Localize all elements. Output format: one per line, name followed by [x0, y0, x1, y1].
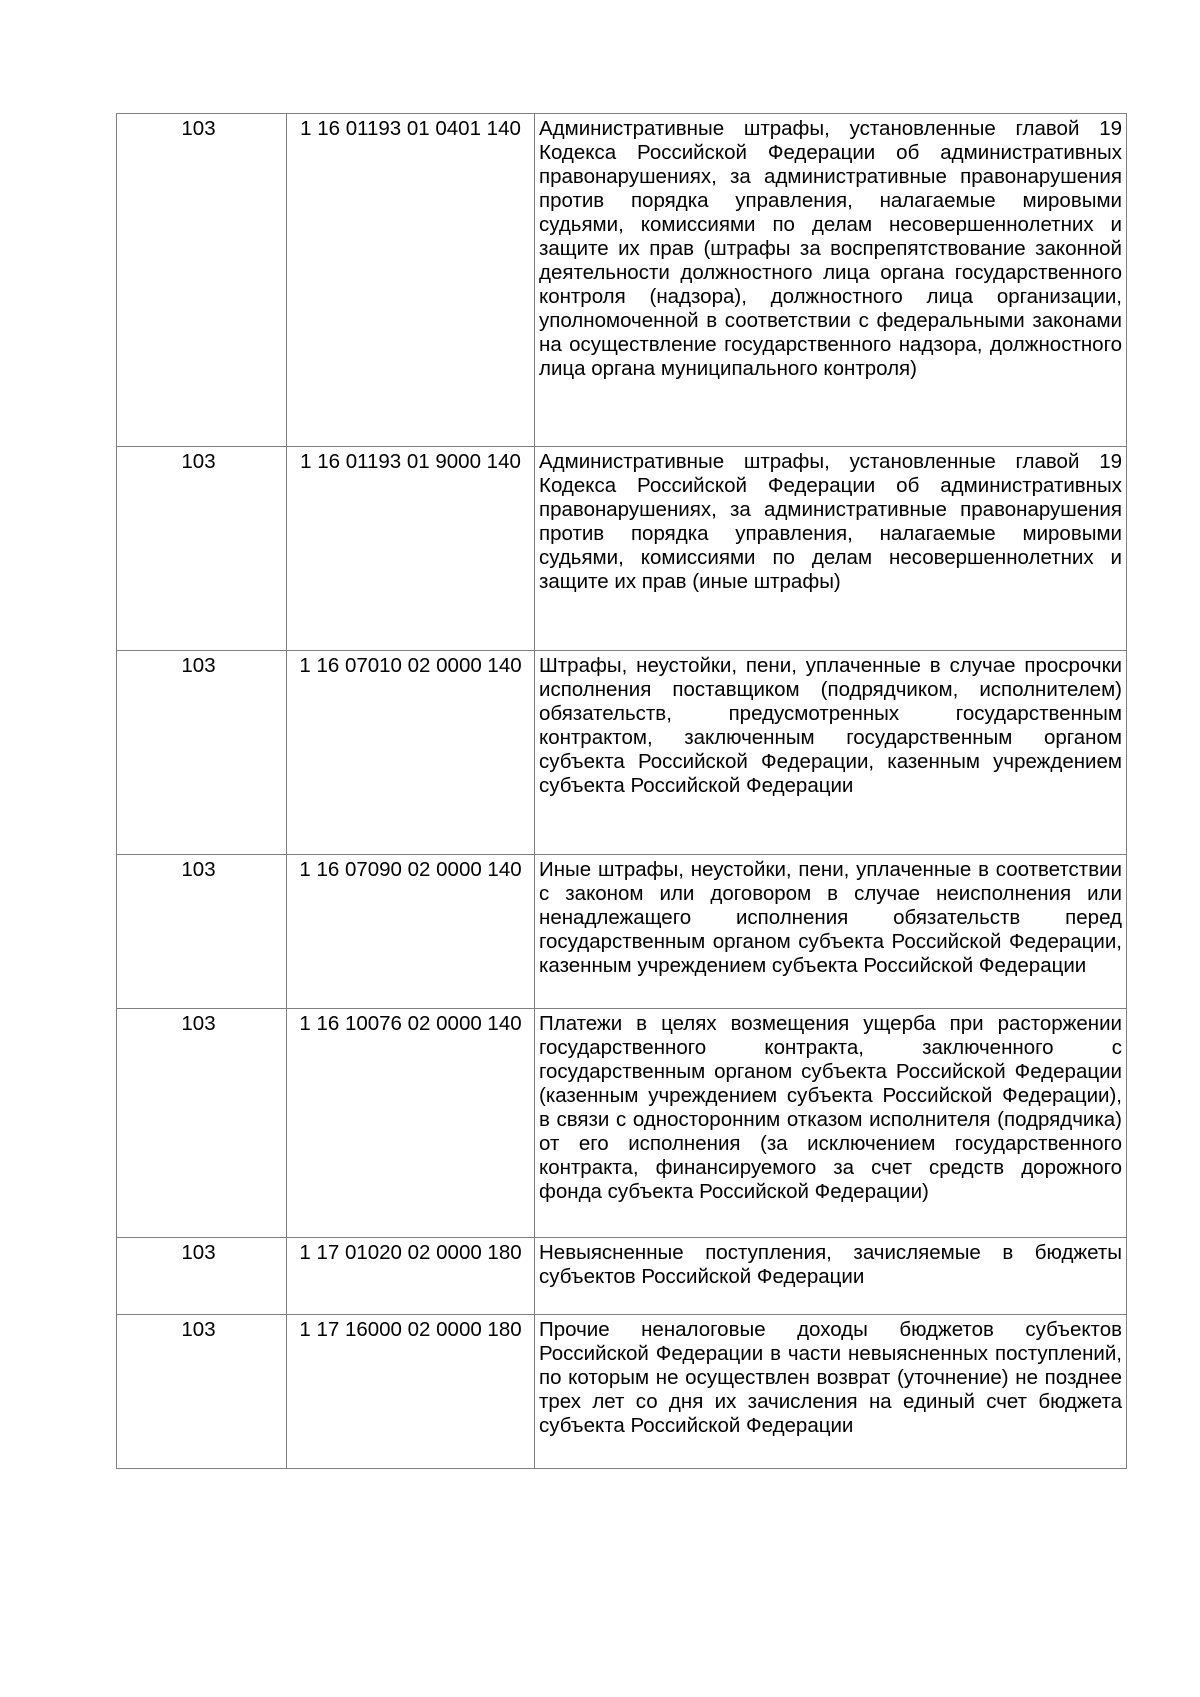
admin-code-cell: 103: [117, 114, 287, 447]
description-cell: Невыясненные поступления, зачисляемые в бюджеты субъектов Российской Федерации: [535, 1238, 1127, 1315]
admin-code-cell: 103: [117, 1315, 287, 1469]
table-row: [117, 447, 1127, 651]
revenue-code-cell: 1 16 01193 01 9000 140: [287, 447, 535, 651]
description-cell: Платежи в целях возмещения ущерба при расторжении государственного контракта, заключенного с государственным органом субъекта Российской Федерации (казенным учреждением субъекта Российской Федерации), в связи с односторонним отказом исполнителя (подрядчика) от его исполнения (за исключением государственного контракта, финансируемого за счет средств дорожного фонда субъекта Российской Федерации): [535, 1009, 1127, 1238]
table-row: [117, 1315, 1127, 1469]
description-cell: Иные штрафы, неустойки, пени, уплаченные в соответствии с законом или договором в случае неисполнения или ненадлежащего исполнения обязательств перед государственным органом субъекта Российской Федерации, казенным учреждением субъекта Российской Федерации: [535, 855, 1127, 1009]
table-row: [117, 855, 1127, 1009]
revenue-codes-table: [116, 113, 1127, 1469]
table-row: [117, 1238, 1127, 1315]
description-cell: Прочие неналоговые доходы бюджетов субъектов Российской Федерации в части невыясненных поступлений, по которым не осуществлен возврат (уточнение) не позднее трех лет со дня их зачисления на единый счет бюджета субъекта Российской Федерации: [535, 1315, 1127, 1469]
admin-code-cell: 103: [117, 1009, 287, 1238]
admin-code-cell: 103: [117, 855, 287, 1009]
revenue-code-cell: 1 16 07090 02 0000 140: [287, 855, 535, 1009]
table-row: [117, 114, 1127, 447]
admin-code-cell: 103: [117, 651, 287, 855]
description-cell: Административные штрафы, установленные главой 19 Кодекса Российской Федерации об административных правонарушениях, за административные правонарушения против порядка управления, налагаемые мировыми судьями, комиссиями по делам несовершеннолетних и защите их прав (штрафы за воспрепятствование законной деятельности должностного лица органа государственного контроля (надзора), должностного лица организации, уполномоченной в соответствии с федеральными законами на осуществление государственного надзора, должностного лица органа муниципального контроля): [535, 114, 1127, 447]
table-row: [117, 651, 1127, 855]
revenue-code-cell: 1 16 10076 02 0000 140: [287, 1009, 535, 1238]
description-cell: Штрафы, неустойки, пени, уплаченные в случае просрочки исполнения поставщиком (подрядчиком, исполнителем) обязательств, предусмотренных государственным контрактом, заключенным государственным органом субъекта Российской Федерации, казенным учреждением субъекта Российской Федерации: [535, 651, 1127, 855]
revenue-code-cell: 1 17 01020 02 0000 180: [287, 1238, 535, 1315]
admin-code-cell: 103: [117, 1238, 287, 1315]
admin-code-cell: 103: [117, 447, 287, 651]
description-cell: Административные штрафы, установленные главой 19 Кодекса Российской Федерации об административных правонарушениях, за административные правонарушения против порядка управления, налагаемые мировыми судьями, комиссиями по делам несовершеннолетних и защите их прав (иные штрафы): [535, 447, 1127, 651]
revenue-code-cell: 1 17 16000 02 0000 180: [287, 1315, 535, 1469]
table-row: [117, 1009, 1127, 1238]
revenue-code-cell: 1 16 07010 02 0000 140: [287, 651, 535, 855]
revenue-code-cell: 1 16 01193 01 0401 140: [287, 114, 535, 447]
